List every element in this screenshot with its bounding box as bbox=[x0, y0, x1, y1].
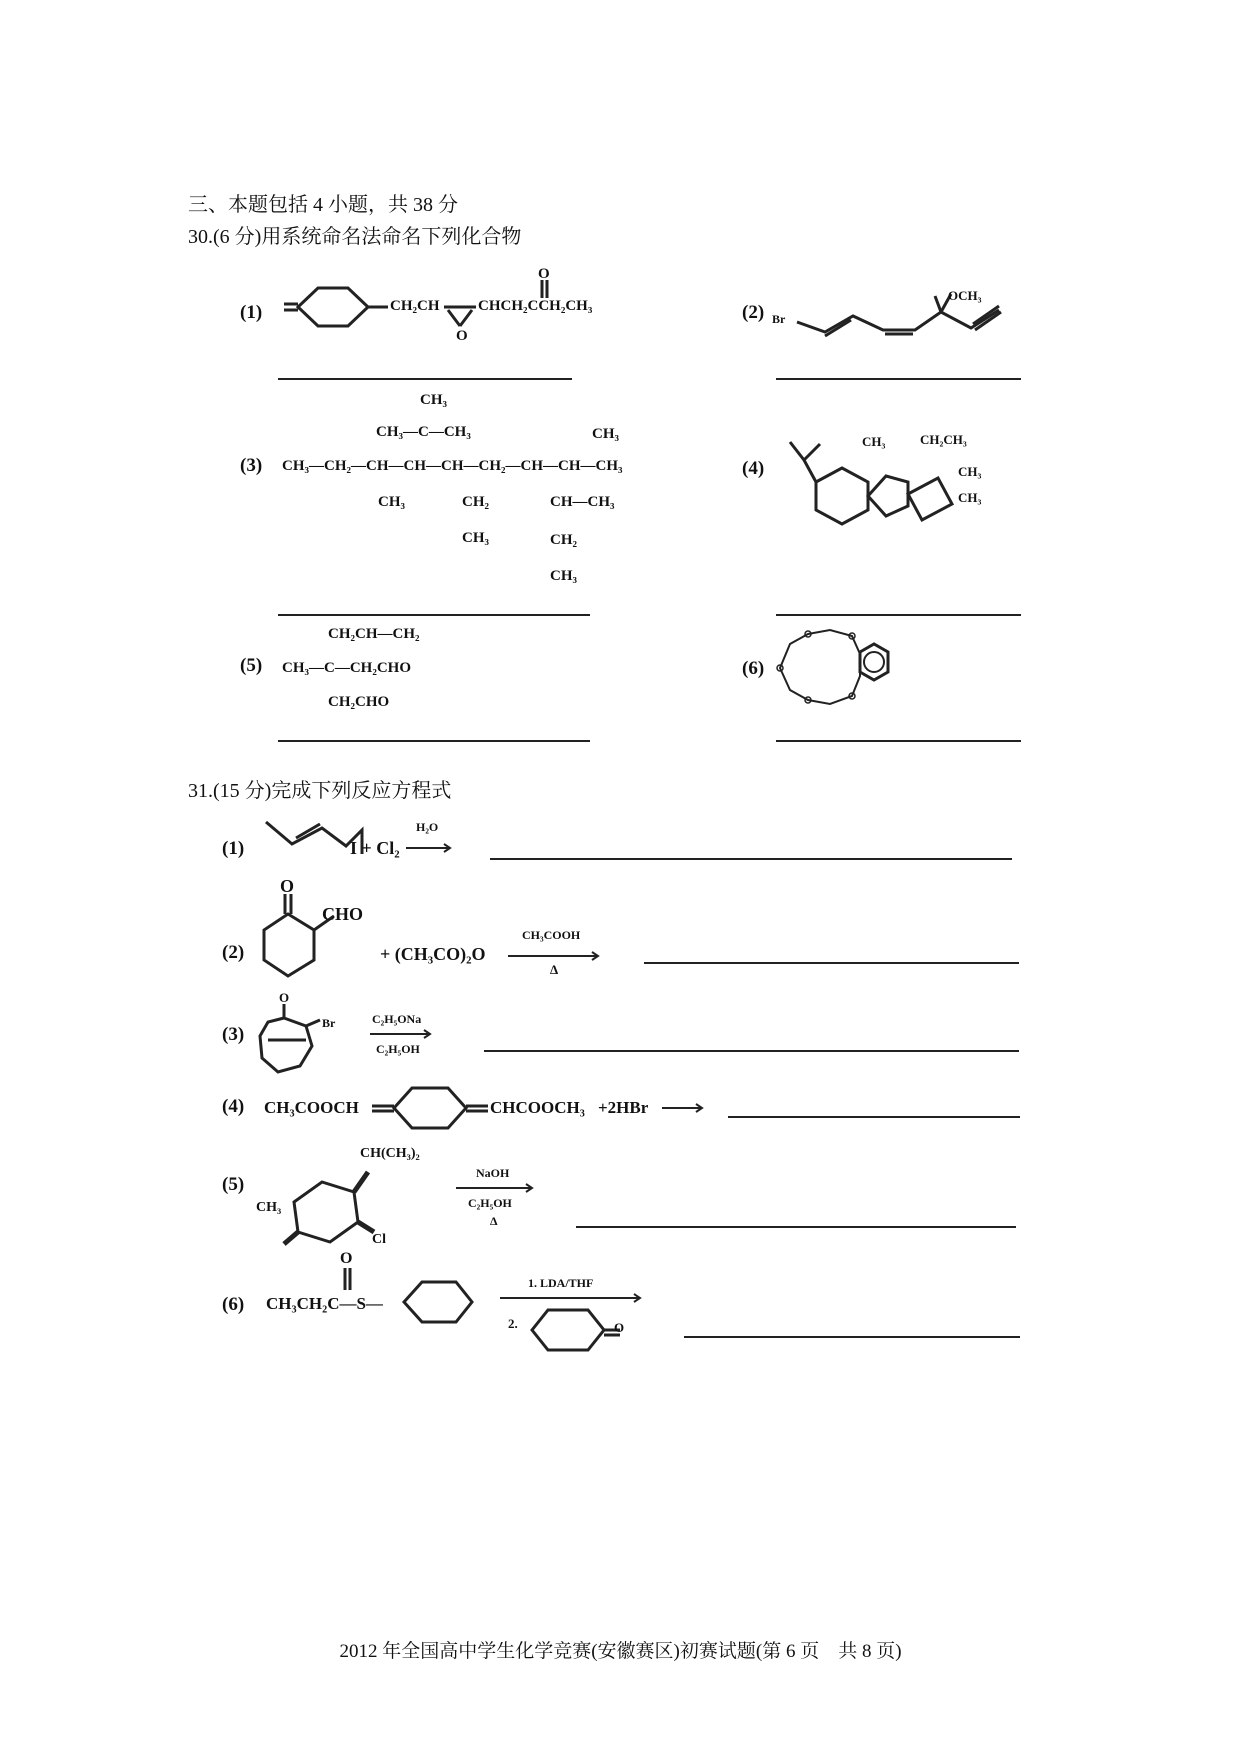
q31-5-cond-top: NaOH bbox=[476, 1166, 510, 1180]
q30-1-o-top: O bbox=[538, 266, 550, 282]
q31-label-6: (6) bbox=[222, 1294, 245, 1315]
q30-answer-line-2[interactable] bbox=[776, 378, 1021, 380]
q30-3-tbu-top: CH₃ bbox=[420, 392, 447, 408]
q31-answer-line-2[interactable] bbox=[644, 962, 1019, 964]
q31-answer-line-4[interactable] bbox=[728, 1116, 1020, 1118]
q31-1-arrow bbox=[406, 842, 456, 854]
q30-label-3: (3) bbox=[240, 455, 263, 476]
q31-3-cond-bottom: C₂H₅OH bbox=[376, 1042, 420, 1056]
q31-label-4: (4) bbox=[222, 1096, 245, 1117]
q30-5-top: CH₂CH—CH₂ bbox=[328, 626, 420, 642]
q30-3-ch3-right: CH₃ bbox=[592, 426, 619, 442]
q30-label-1: (1) bbox=[240, 302, 263, 323]
q31-6-cond2: 2. bbox=[508, 1316, 518, 1331]
q30-1-o-ring: O bbox=[456, 328, 468, 344]
q30-3-ch3-bottom: CH₃ bbox=[550, 568, 577, 584]
q30-4-ch3: CH₃ bbox=[862, 434, 886, 449]
q30-1-a: CH₂CH bbox=[390, 298, 440, 314]
q30-answer-line-4[interactable] bbox=[776, 614, 1021, 616]
q31-2-structure bbox=[258, 880, 368, 990]
q31-5-cond-mid: C₂H₅OH bbox=[468, 1196, 512, 1210]
q30-title: 30.(6 分)用系统命名法命名下列化合物 bbox=[188, 226, 522, 248]
q31-4-reagent: +2HBr bbox=[598, 1098, 649, 1117]
q31-6-o: O bbox=[340, 1250, 353, 1267]
q31-1-reagents: I + Cl₂ bbox=[350, 838, 400, 858]
q30-3-ch3-1: CH₃ bbox=[378, 494, 405, 510]
q31-6-cond1: 1. LDA/THF bbox=[528, 1276, 594, 1290]
q31-2-cond-top: CH₃COOH bbox=[522, 928, 581, 942]
q31-5-arrow bbox=[456, 1182, 538, 1194]
q31-3-br: Br bbox=[322, 1016, 336, 1030]
q30-3-ch-ch3: CH—CH₃ bbox=[550, 494, 615, 510]
q31-5-ch3: CH₃ bbox=[256, 1200, 282, 1215]
q31-5-cond-bottom: Δ bbox=[490, 1214, 498, 1228]
q30-label-4: (4) bbox=[742, 458, 765, 479]
q30-3-main-chain: CH₃—CH₂—CH—CH—CH—CH₂—CH—CH—CH₃ bbox=[282, 458, 623, 474]
q31-4-arrow bbox=[662, 1102, 708, 1114]
q31-5-cl: Cl bbox=[372, 1232, 386, 1247]
q31-2-cond-bottom: Δ bbox=[550, 962, 559, 977]
q31-3-structure bbox=[254, 996, 344, 1086]
q30-2-br: Br bbox=[772, 312, 786, 326]
q31-4-left: CH₃COOCH bbox=[264, 1098, 359, 1117]
q30-3-ch3-2: CH₃ bbox=[462, 530, 489, 546]
q31-label-3: (3) bbox=[222, 1024, 245, 1045]
q30-3-tbu-mid: CH₃—C—CH₃ bbox=[376, 424, 471, 440]
q31-label-1: (1) bbox=[222, 838, 245, 859]
q30-1-b: CHCH₂CCH₂CH₃ bbox=[478, 298, 593, 314]
q31-2-cho: CHO bbox=[322, 904, 364, 924]
section-heading: 三、本题包括 4 小题，共 38 分 bbox=[188, 194, 458, 216]
q31-answer-line-5[interactable] bbox=[576, 1226, 1016, 1228]
q31-4-ring bbox=[372, 1078, 492, 1138]
q30-5-mid: CH₃—C—CH₂CHO bbox=[282, 660, 411, 676]
q30-answer-line-5[interactable] bbox=[278, 740, 590, 742]
q31-3-o: O bbox=[279, 990, 290, 1005]
q31-6-o2: O bbox=[614, 1320, 625, 1335]
q30-label-2: (2) bbox=[742, 302, 765, 323]
q31-1-condition: H₂O bbox=[416, 820, 439, 834]
q30-answer-line-6[interactable] bbox=[776, 740, 1021, 742]
q30-4-ch3b: CH₃ bbox=[958, 490, 982, 505]
q31-4-right: CHCOOCH₃ bbox=[490, 1098, 585, 1117]
page-footer: 2012 年全国高中学生化学竞赛(安徽赛区)初赛试题(第 6 页 共 8 页) bbox=[339, 1641, 902, 1662]
q31-6-left: CH₃CH₂C—S— bbox=[266, 1294, 383, 1313]
q31-3-arrow bbox=[370, 1028, 436, 1040]
q31-answer-line-3[interactable] bbox=[484, 1050, 1019, 1052]
q31-5-ipr: CH(CH₃)₂ bbox=[360, 1146, 420, 1161]
q31-answer-line-1[interactable] bbox=[490, 858, 1012, 860]
q30-label-5: (5) bbox=[240, 655, 263, 676]
q31-answer-line-6[interactable] bbox=[684, 1336, 1020, 1338]
q31-label-5: (5) bbox=[222, 1174, 245, 1195]
q30-4-ch3a: CH₃ bbox=[958, 464, 982, 479]
q30-2-structure bbox=[785, 280, 1025, 360]
q31-2-o: O bbox=[280, 876, 295, 896]
q30-4-ch2ch3: CH₂CH₃ bbox=[920, 432, 967, 447]
q30-3-ch2b: CH₂ bbox=[550, 532, 577, 548]
q30-answer-line-1[interactable] bbox=[278, 378, 572, 380]
q30-label-6: (6) bbox=[742, 658, 765, 679]
q30-answer-line-3[interactable] bbox=[278, 614, 590, 616]
q30-5-bottom: CH₂CHO bbox=[328, 694, 390, 710]
q31-2-arrow bbox=[508, 950, 604, 962]
q30-6-structure bbox=[768, 624, 898, 714]
q31-title: 31.(15 分)完成下列反应方程式 bbox=[188, 780, 452, 802]
q30-3-ch2: CH₂ bbox=[462, 494, 489, 510]
q30-2-och3: OCH₃ bbox=[948, 288, 982, 303]
q31-3-cond-top: C₂H₅ONa bbox=[372, 1012, 422, 1026]
q31-2-reagent: + (CH₃CO)₂O bbox=[380, 944, 486, 964]
q31-label-2: (2) bbox=[222, 942, 245, 963]
